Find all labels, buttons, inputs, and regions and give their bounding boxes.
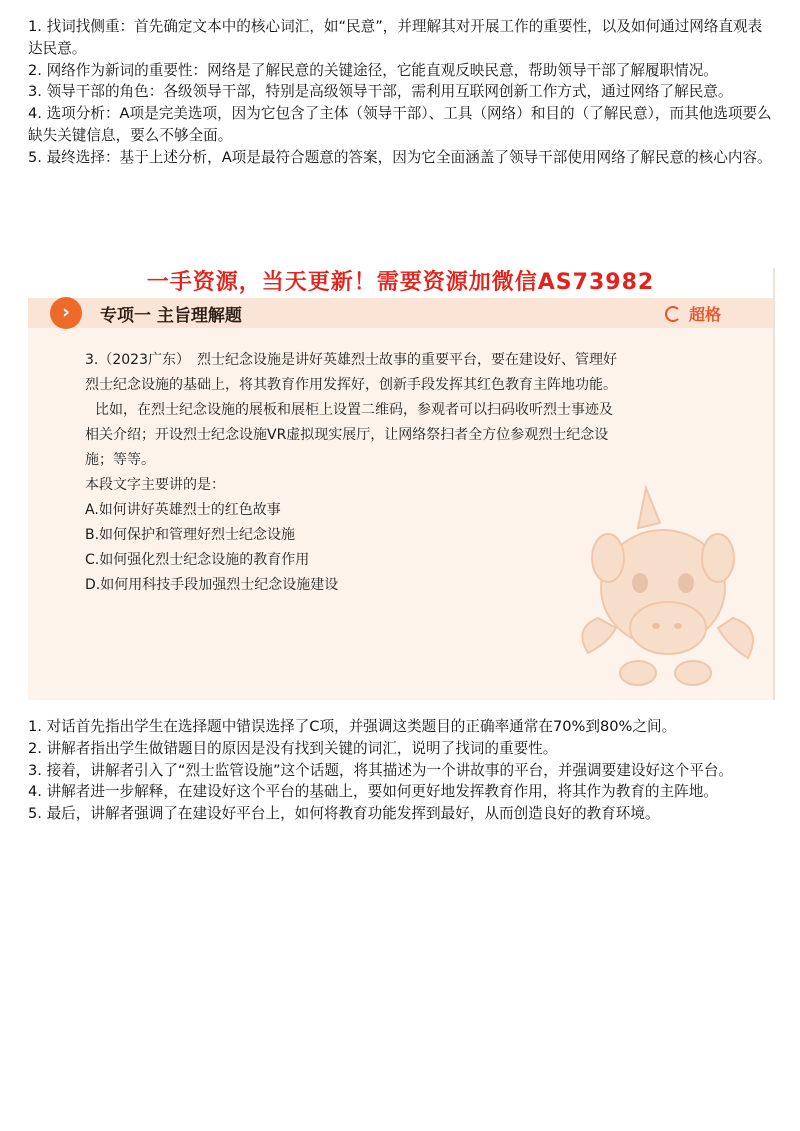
question-line: 相关介绍；开设烈士纪念设施VR虚拟现实展厅，让网络祭扫者全方位参观烈士纪念设 [85, 427, 609, 443]
summary-point: 4. 讲解者进一步解释，在建设好这个平台的基础上，要如何更好地发挥教育作用，将其作为教育的主阵地。 [28, 783, 718, 801]
summary-point: 1. 对话首先指出学生在选择题中错误选择了C项，并强调这类题目的正确率通常在70%到80%之间。 [28, 718, 677, 735]
summary-point: 2. 讲解者指出学生做错题目的原因是没有找到关键的词汇，说明了找词的重要性。 [28, 739, 558, 757]
brand-logo [665, 302, 721, 325]
brand-logo-icon [665, 306, 681, 322]
summary-list-top [28, 16, 776, 169]
summary-point: 3. 接着，讲解者引入了“烈士监管设施”这个话题，将其描述为一个讲故事的平台，并强调要建设好这个平台。 [28, 761, 734, 779]
summary-point: 1. 找词找侧重：首先确定文本中的核心词汇，如“民意”，并理解其对开展工作的重要性，以及如何通过网络直观表达民意。 [28, 18, 763, 57]
summary-point: 5. 最后，讲解者强调了在建设好平台上，如何将教育功能发挥到最好，从而创造良好的教育环境。 [28, 805, 660, 823]
question-line: 烈士纪念设施的基础上，将其教育作用发挥好，创新手段发挥其红色教育主阵地功能。 [85, 377, 617, 393]
option-a: A.如何讲好英雄烈士的红色故事 [85, 502, 281, 518]
summary-point: 2. 网络作为新词的重要性：网络是了解民意的关键途径，它能直观反映民意，帮助领导干部了解履职情况。 [28, 61, 718, 79]
question-line: 施；等等。 [85, 452, 155, 468]
option-c: C.如何强化烈士纪念设施的教育作用 [85, 552, 310, 568]
chevron-right-icon: › [50, 297, 82, 329]
summary-point: 4. 选项分析：A项是完美选项，因为它包含了主体（领导干部）、工具（网络）和目的（了解民意），而其他选项要么缺失关键信息，要么不够全面。 [28, 105, 772, 144]
summary-point: 5. 最终选择：基于上述分析，A项是最符合题意的答案，因为它全面涵盖了领导干部使用网络了解民意的核心内容。 [28, 148, 772, 166]
promo-banner: 一手资源，当天更新！需要资源加微信AS73982 [28, 268, 773, 298]
brand-name: 超格 [688, 305, 721, 324]
section-title: 专项一 主旨理解题 [100, 306, 242, 326]
option-b: B.如何保护和管理好烈士纪念设施 [85, 527, 296, 543]
option-d: D.如何用科技手段加强烈士纪念设施建设 [85, 577, 339, 593]
question-line: 3.（2023广东） 烈士纪念设施是讲好英雄烈士故事的重要平台，要在建设好、管理好 [85, 352, 617, 368]
question-prompt: 本段文字主要讲的是： [85, 477, 225, 493]
summary-list-bottom [28, 716, 776, 825]
lecture-slide [28, 268, 775, 700]
summary-point: 3. 领导干部的角色：各级领导干部，特别是高级领导干部，需利用互联网创新工作方式，通过网络了解民意。 [28, 83, 733, 101]
mascot-illustration [568, 468, 768, 688]
question-line: 比如，在烈士纪念设施的展板和展柜上设置二维码，参观者可以扫码收听烈士事迹及 [95, 402, 613, 418]
